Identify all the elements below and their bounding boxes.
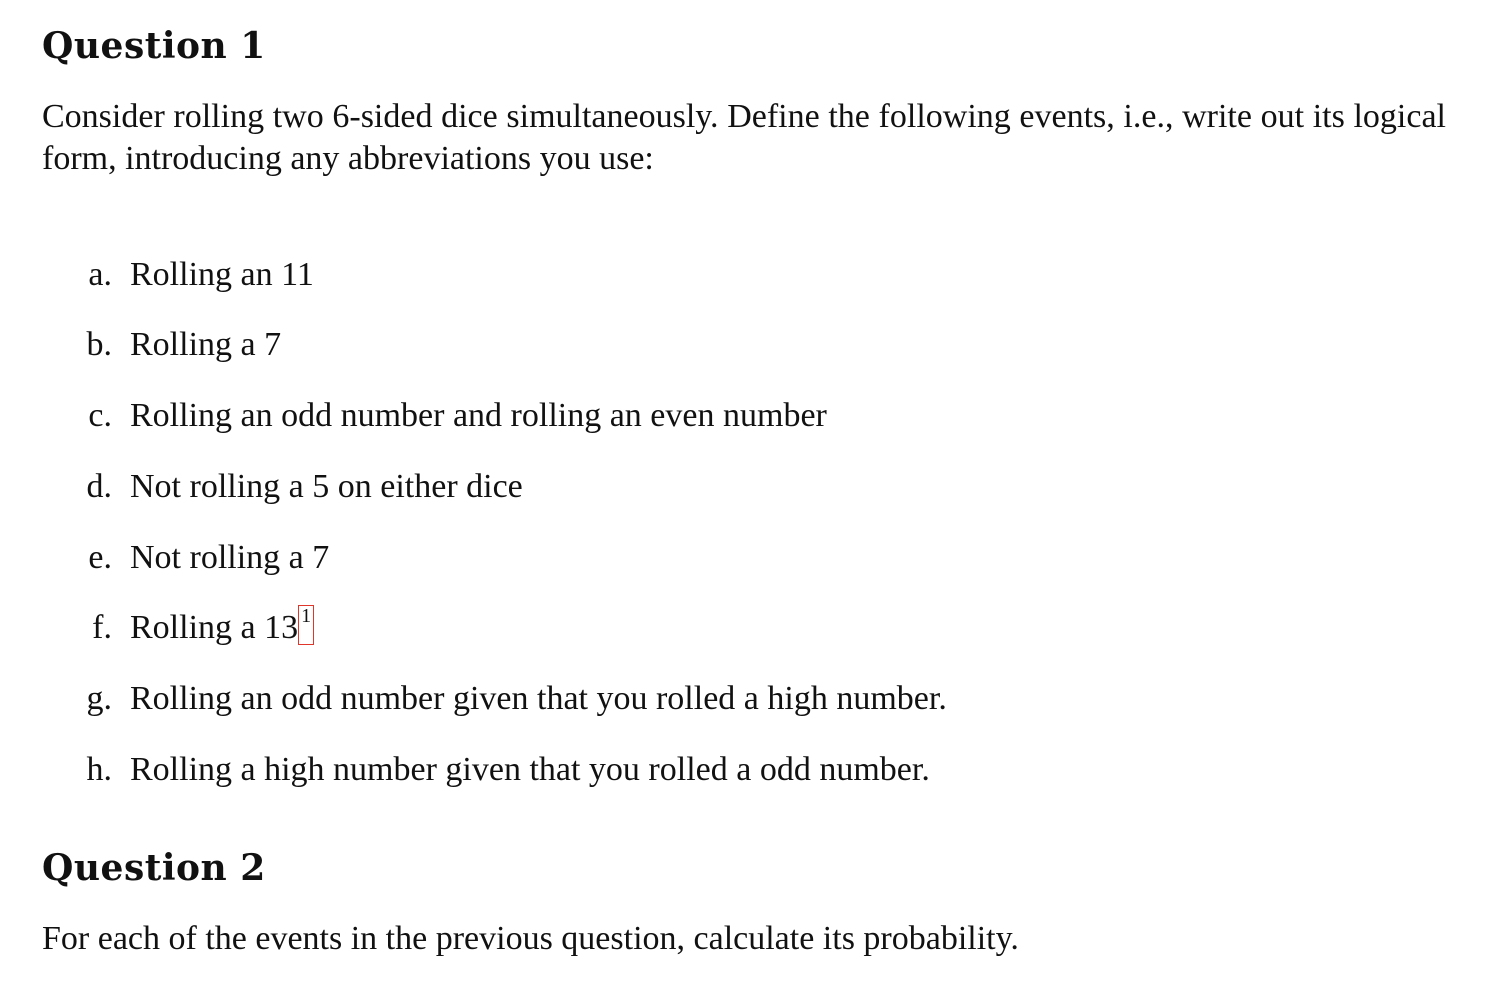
- list-item: [0, 324, 1300, 366]
- item-label: d.: [86, 468, 112, 505]
- footnote-link[interactable]: 1: [298, 605, 314, 645]
- list-item: [0, 678, 1300, 720]
- item-label: e.: [88, 539, 112, 576]
- item-text: Rolling a 13: [130, 609, 299, 646]
- item-label: c.: [88, 397, 112, 434]
- question-1-intro: Consider rolling two 6-sided dice simultaneously. Define the following events, i.e., write out its logical form, introducing any abbreviations you use:: [42, 98, 1446, 177]
- question-2-text: For each of the events in the previous question, calculate its probability.: [42, 920, 1019, 957]
- question-2-heading: Question 2: [42, 847, 266, 889]
- list-item: [0, 395, 1300, 437]
- item-text: Rolling an odd number given that you rolled a high number.: [130, 680, 947, 717]
- item-label: f.: [92, 609, 112, 646]
- item-text: Rolling a high number given that you rolled a odd number.: [130, 751, 930, 788]
- item-text: Rolling an 11: [130, 256, 314, 293]
- list-item: [0, 254, 1300, 296]
- item-text: Not rolling a 7: [130, 539, 330, 576]
- item-label: b.: [86, 326, 112, 363]
- list-item: [0, 537, 1300, 579]
- question-1-heading: Question 1: [42, 25, 266, 67]
- list-item: [0, 749, 1300, 791]
- item-text: Not rolling a 5 on either dice: [130, 468, 523, 505]
- list-item: [0, 607, 1300, 649]
- item-text: Rolling an odd number and rolling an even number: [130, 397, 827, 434]
- item-label: g.: [86, 680, 112, 717]
- item-text: Rolling a 7: [130, 326, 282, 363]
- item-label: a.: [88, 256, 112, 293]
- item-label: h.: [86, 751, 112, 788]
- item-text-wrap: [130, 607, 314, 661]
- list-item: [0, 466, 1300, 508]
